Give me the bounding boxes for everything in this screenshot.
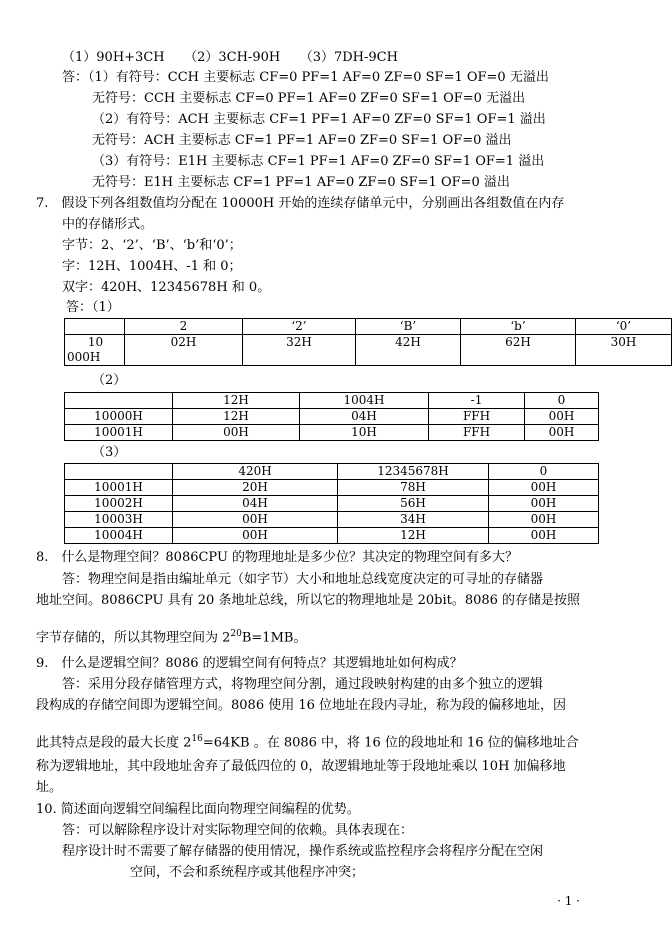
answer-line: 地址空间。8086CPU 具有 20 条地址总线，所以它的物理地址是 20bit。8086 的存储是按照	[36, 593, 581, 608]
table-cell	[65, 319, 125, 335]
table-row	[65, 335, 672, 366]
table-cell: ‘2’	[243, 319, 356, 335]
table-cell: 10001H	[65, 480, 173, 496]
table-cell: 04H	[300, 409, 429, 425]
table-cell: 00H	[173, 425, 300, 441]
answer-line: 答：可以解除程序设计对实际物理空间的依赖。具体表现在：	[62, 823, 414, 838]
question-7-title-cont: 中的存储形式。	[62, 217, 154, 232]
answer-line: 答：（1）有符号：CCH 主要标志 CF=0 PF=1 AF=0 ZF=0 SF=1 OF=0 无溢出	[62, 70, 549, 85]
table-row	[65, 496, 599, 512]
subquestion-list: （1）90H+3CH （2）3CH-90H （3）7DH-9CH	[62, 50, 398, 65]
table-row	[65, 464, 599, 480]
table-cell: 56H	[338, 496, 489, 512]
table-cell: 12345678H	[338, 464, 489, 480]
table-cell: FFH	[429, 409, 525, 425]
text-fragment: B=1MB。	[241, 630, 307, 646]
table-row	[65, 393, 599, 409]
table-cell: 00H	[489, 496, 599, 512]
answer-line: 址。	[36, 780, 63, 795]
question-10-title: 10. 简述面向逻辑空间编程比面向物理空间编程的优势。	[36, 802, 360, 817]
table-dword-storage	[64, 463, 599, 544]
table-cell: 0	[525, 393, 599, 409]
table-cell: 10003H	[65, 512, 173, 528]
table-cell: 1004H	[300, 393, 429, 409]
text-fragment: 此其特点是段的最大长度 2	[36, 735, 192, 751]
table-cell: FFH	[429, 425, 525, 441]
table-row	[65, 319, 672, 335]
table-cell-address	[65, 335, 125, 366]
table-cell: 78H	[338, 480, 489, 496]
superscript: 16	[191, 734, 203, 744]
answer-line: 程序设计时不需要了解存储器的使用情况，操作系统或监控程序会将程序分配在空闲	[62, 844, 544, 859]
table-cell: 0	[489, 464, 599, 480]
table-cell: 00H	[489, 480, 599, 496]
answer-line	[36, 626, 306, 646]
table-row	[65, 528, 599, 544]
answer-line: 无符号：CCH 主要标志 CF=0 PF=1 AF=0 ZF=0 SF=1 OF=0 无溢出	[92, 91, 526, 106]
answer-line: （2）有符号：ACH 主要标志 CF=1 PF=1 AF=0 ZF=0 SF=1 OF=1 溢出	[92, 112, 546, 127]
superscript: 20	[230, 629, 242, 639]
question-7-dword: 双字：420H、12345678H 和 0。	[62, 280, 271, 295]
table-row	[65, 512, 599, 528]
question-8-title: 8. 什么是物理空间？8086CPU 的物理地址是多少位？其决定的物理空间有多大？	[36, 550, 519, 565]
table-row	[65, 480, 599, 496]
question-7-title: 7. 假设下列各组数值均分配在 10000H 开始的连续存储单元中，分别画出各组数值在内存	[36, 196, 565, 211]
table-cell: 00H	[173, 528, 338, 544]
answer-line: 段构成的存储空间即为逻辑空间。8086 使用 16 位地址在段内寻址，称为段的偏移地址，因	[36, 698, 567, 713]
table-cell: 34H	[338, 512, 489, 528]
table-cell: 62H	[461, 335, 576, 366]
page-number: · 1 ·	[557, 894, 580, 908]
answer-line: 答：采用分段存储管理方式，将物理空间分割，通过段映射构建的由多个独立的逻辑	[62, 677, 544, 692]
question-9-title: 9. 什么是逻辑空间？8086 的逻辑空间有何特点？其逻辑地址如何构成？	[36, 656, 463, 671]
answer-line: 称为逻辑地址，其中段地址舍弃了最低四位的 0，故逻辑地址等于段地址乘以 10H 加偏移地	[36, 759, 566, 774]
answer-label-1: 答：（1）	[66, 300, 120, 315]
text-fragment: =64KB 。在 8086 中，将 16 位的段地址和 16 位的偏移地址合	[202, 735, 579, 751]
table-cell: 2	[125, 319, 243, 335]
table-cell: 10H	[300, 425, 429, 441]
table-cell: 420H	[173, 464, 338, 480]
table-word-storage	[64, 392, 599, 441]
table-byte-storage	[64, 318, 672, 366]
table-cell: 00H	[489, 528, 599, 544]
table-cell: 02H	[125, 335, 243, 366]
table-cell: ‘B’	[356, 319, 461, 335]
table-cell: 00H	[525, 409, 599, 425]
answer-label-3: （3）	[92, 445, 127, 460]
answer-line: 空间，不会和系统程序或其他程序冲突；	[130, 865, 365, 880]
answer-line	[36, 731, 579, 751]
table-cell: 32H	[243, 335, 356, 366]
table-cell: 12H	[173, 409, 300, 425]
table-cell: ‘0’	[576, 319, 672, 335]
table-cell	[65, 464, 173, 480]
table-row	[65, 409, 599, 425]
table-cell: 20H	[173, 480, 338, 496]
table-cell: 10001H	[65, 425, 173, 441]
answer-label-2: （2）	[92, 373, 127, 388]
table-cell: 10002H	[65, 496, 173, 512]
answer-line: 无符号：E1H 主要标志 CF=1 PF=1 AF=0 ZF=0 SF=1 OF=0 溢出	[92, 175, 510, 190]
question-7-word: 字：12H、1004H、-1 和 0；	[62, 259, 242, 274]
table-cell	[65, 393, 173, 409]
text-fragment: 字节存储的，所以其物理空间为 2	[36, 630, 231, 646]
table-cell: 00H	[525, 425, 599, 441]
table-cell: 12H	[338, 528, 489, 544]
address-part: 000H	[67, 350, 101, 364]
question-7-byte: 字节：2、‘2’、‘B’、‘b’和‘0’；	[62, 238, 242, 253]
table-cell: 10004H	[65, 528, 173, 544]
table-cell: 00H	[489, 512, 599, 528]
table-cell: 00H	[173, 512, 338, 528]
table-cell: 12H	[173, 393, 300, 409]
table-cell: ‘b’	[461, 319, 576, 335]
answer-line: （3）有符号：E1H 主要标志 CF=1 PF=1 AF=0 ZF=0 SF=1 OF=1 溢出	[92, 154, 545, 169]
table-cell: 10000H	[65, 409, 173, 425]
table-cell: 04H	[173, 496, 338, 512]
table-cell: 30H	[576, 335, 672, 366]
table-cell: 42H	[356, 335, 461, 366]
address-part: 10	[87, 335, 104, 349]
table-row	[65, 425, 599, 441]
answer-line: 无符号：ACH 主要标志 CF=1 PF=1 AF=0 ZF=0 SF=1 OF=0 溢出	[92, 133, 512, 148]
answer-line: 答：物理空间是指由编址单元（如字节）大小和地址总线宽度决定的可寻址的存储器	[62, 572, 544, 587]
table-cell: -1	[429, 393, 525, 409]
